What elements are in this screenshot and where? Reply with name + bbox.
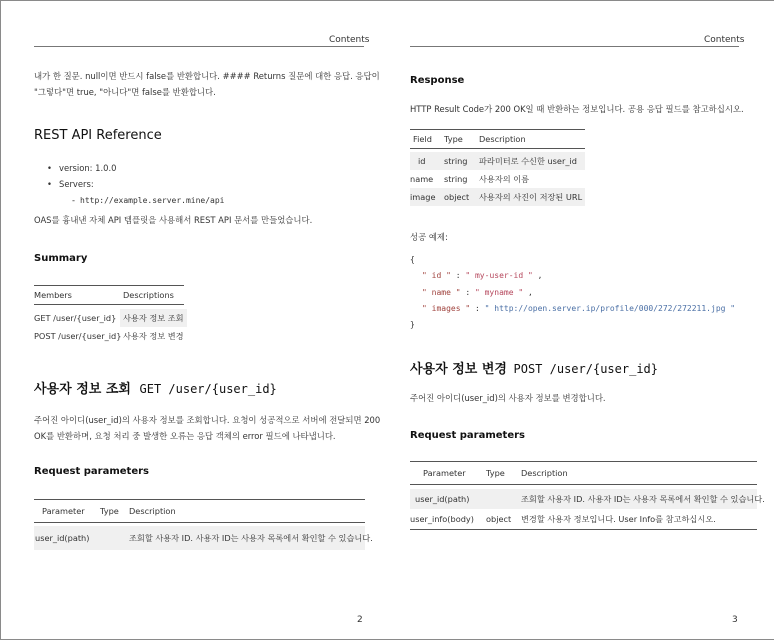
post-section-title	[410, 358, 658, 377]
json-key: " id "	[422, 271, 451, 280]
bullet-dot: •	[47, 179, 52, 189]
description-cell: 변경할 사용자 정보입니다. User Info를 참고하십시오.	[521, 514, 716, 524]
parameter-cell: user_id(path)	[415, 494, 470, 504]
bullet-dot: •	[47, 163, 52, 173]
column-header: Type	[100, 506, 119, 516]
table-row	[410, 489, 765, 509]
field-cell: name	[410, 174, 434, 184]
response-title: Response	[410, 75, 465, 86]
table-header-row	[410, 129, 585, 149]
column-header: Field	[413, 134, 432, 144]
description-cell: 조회할 사용자 ID. 사용자 ID는 사용자 목록에서 확인할 수 있습니다.	[129, 533, 373, 543]
sub-bullet-dash: -	[72, 195, 76, 205]
request-parameters-table	[34, 499, 373, 550]
json-value: " http://open.server.ip/profile/000/272/272211.jpg "	[484, 304, 736, 313]
get-description-line2: OK를 반환하며, 요청 처리 중 발생한 오류는 응답 객체의 error 필드에 나타냅니다.	[34, 431, 336, 441]
json-key: " name "	[422, 288, 461, 297]
table-header-row	[34, 499, 365, 523]
header-rule	[34, 46, 364, 47]
code-line-id: " id " : " my-user-id " ,	[422, 271, 543, 280]
column-header: Description	[479, 134, 526, 144]
description-cell: 사용자의 이름	[479, 174, 530, 184]
page-header: Contents	[329, 35, 370, 45]
column-header: Type	[486, 468, 505, 478]
oas-description: OAS를 흉내낸 자체 API 템플릿을 사용해서 REST API 문서를 만들었습니다.	[34, 215, 313, 225]
column-header: Parameter	[42, 506, 85, 516]
description-cell: 사용자 정보 변경	[123, 331, 184, 341]
description-cell: 조회할 사용자 ID. 사용자 ID는 사용자 목록에서 확인할 수 있습니다.	[521, 494, 765, 504]
request-parameters-title: Request parameters	[34, 466, 149, 477]
post-title-text: 사용자 정보 변경	[410, 362, 507, 377]
post-endpoint: POST /user/{user_id}	[513, 362, 658, 376]
server-url-link[interactable]: http://example.server.mine/api	[80, 196, 225, 205]
response-table	[410, 129, 585, 206]
page-number: 3	[732, 615, 738, 625]
description-cell: 사용자의 사진이 저장된 URL	[479, 192, 583, 202]
get-title-text: 사용자 정보 조회	[34, 382, 131, 397]
api-reference-title: REST API Reference	[34, 128, 162, 143]
request-parameters-table	[410, 461, 765, 530]
request-parameters-title: Request parameters	[410, 430, 525, 441]
page-left	[1, 1, 387, 639]
servers-item: Servers:	[59, 179, 94, 189]
parameter-cell: user_info(body)	[410, 514, 474, 524]
code-line-name: " name " : " myname " ,	[422, 288, 533, 297]
column-header: Description	[521, 468, 568, 478]
summary-table	[34, 285, 184, 345]
member-link[interactable]: POST /user/{user_id}	[34, 331, 122, 341]
member-link[interactable]: GET /user/{user_id}	[34, 313, 117, 323]
type-cell: object	[486, 514, 512, 524]
response-description: HTTP Result Code가 200 OK일 때 반환하는 정보입니다. 공용 응답 필드를 참고하십시오.	[410, 104, 744, 114]
table-row	[410, 509, 757, 530]
get-section-title	[34, 378, 277, 397]
code-line-images: " images " : " http://open.server.ip/profile/000/272/272211.jpg "	[422, 304, 736, 313]
code-open-brace: {	[410, 255, 415, 264]
table-row	[410, 152, 585, 170]
table-row[interactable]	[34, 327, 184, 345]
column-header: Descriptions	[123, 290, 174, 300]
json-value: " myname "	[474, 288, 524, 297]
parameter-cell: user_id(path)	[35, 533, 90, 543]
intro-text-line1: 내가 한 질문. null이면 반드시 false를 반환합니다. #### Returns 질문에 대한 응답. 응답이	[34, 71, 380, 81]
table-row[interactable]	[34, 309, 184, 327]
summary-title: Summary	[34, 253, 88, 264]
code-close-brace: }	[410, 320, 415, 329]
post-description: 주어진 아이디(user_id)의 사용자 정보를 변경합니다.	[410, 393, 606, 403]
header-rule	[410, 46, 739, 47]
table-header-row	[410, 461, 757, 485]
get-description-line1: 주어진 아이디(user_id)의 사용자 정보를 조회합니다. 요청이 성공적으로 서버에 전달되면 200	[34, 415, 381, 425]
table-row	[410, 188, 585, 206]
column-header: Parameter	[423, 468, 466, 478]
intro-text-line2: "그렇다"면 true, "아니다"면 false를 반환합니다.	[34, 87, 216, 97]
page-header: Contents	[704, 35, 745, 45]
page-right	[388, 1, 774, 639]
type-cell: string	[444, 156, 468, 166]
table-header-row	[34, 285, 184, 305]
field-cell: id	[418, 156, 426, 166]
json-key: " images "	[422, 304, 471, 313]
type-cell: string	[444, 174, 468, 184]
description-cell: 파라미터로 수신한 user_id	[479, 156, 577, 166]
description-cell: 사용자 정보 조회	[120, 309, 187, 327]
column-header: Description	[129, 506, 176, 516]
column-header: Type	[444, 134, 463, 144]
version-item: version: 1.0.0	[59, 163, 117, 173]
example-label: 성공 예제:	[410, 232, 448, 242]
field-cell: image	[410, 192, 436, 202]
table-row	[410, 170, 585, 188]
page-number: 2	[357, 615, 363, 625]
get-endpoint: GET /user/{user_id}	[139, 382, 277, 396]
type-cell: object	[444, 192, 470, 202]
column-header: Members	[34, 290, 72, 300]
json-value: " my-user-id "	[465, 271, 533, 280]
table-row	[34, 526, 373, 550]
